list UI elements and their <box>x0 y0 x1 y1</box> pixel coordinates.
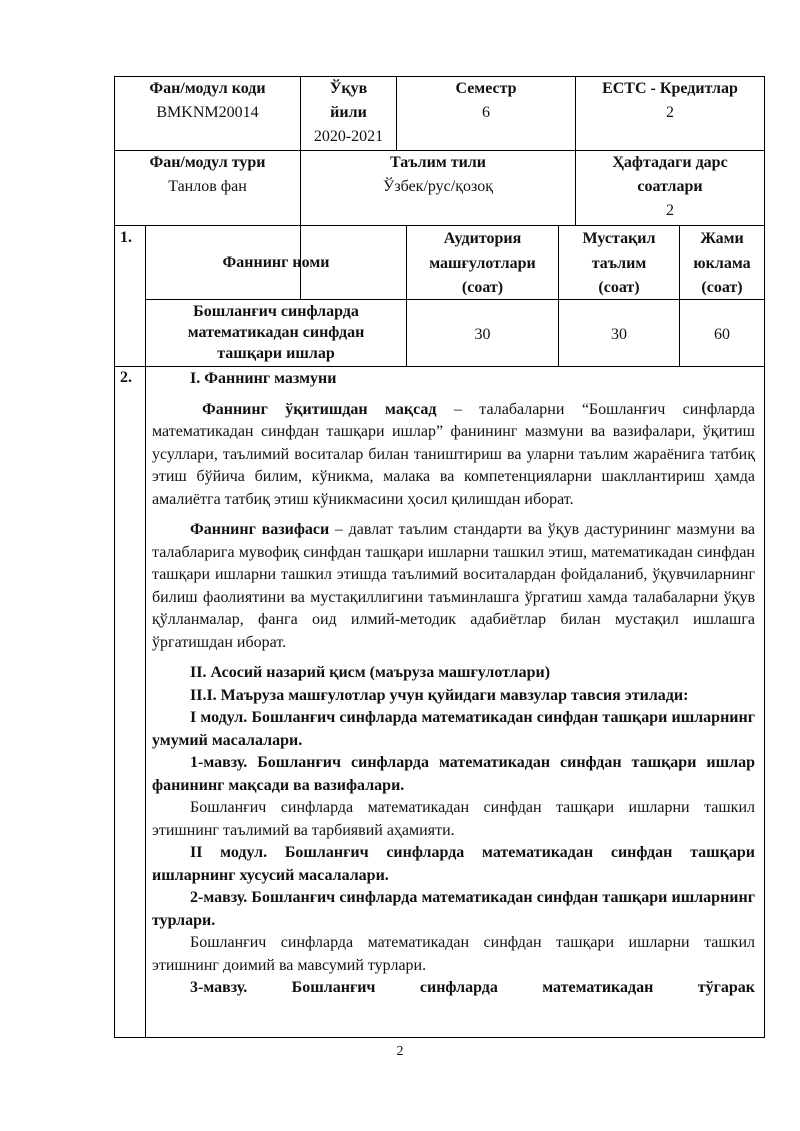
year-cell <box>301 77 396 149</box>
table-border-left <box>114 76 115 1038</box>
independent-label-1: Мустақил <box>582 230 656 247</box>
year-label-1: Ўқув <box>329 80 368 97</box>
section-2-title: II. Асосий назарий қисм (маъруза машғулотлари) <box>190 664 551 681</box>
auditory-label-1: Аудитория <box>443 230 522 247</box>
independent-label-3: (соат) <box>598 279 640 296</box>
task-lead: Фаннинг вазифаси <box>190 521 330 538</box>
task-text: – давлат таълим стандарти ва ўқув дастурининг мазмуни ва талабларига мувофиқ синфдан ташқари ишларни ташкил этиш, математикадан синфдан ташқари ишларни ташкил этишда таълимий воситалардан фойдаланиб, ўқувчиларнинг билиш фаолиятини ва мустақиллигини таъминлашга ўргатиш хамда талабаларни ўқув қўлланмалар, фанга оид илмий-методик адабиётлар билан мустақил ишлашга ўргатишдан иборат. <box>152 521 756 651</box>
table-border-right <box>764 76 765 1038</box>
module-code-value: BMKNM20014 <box>156 104 259 121</box>
goal-lead: Фаннинг ўқитишдан мақсад <box>202 400 437 418</box>
auditory-hours-value: 30 <box>474 326 491 343</box>
module-1-title: I модул. Бошланғич синфларда математикадан синфдан ташқари ишларнинг умумий масалалари. <box>152 709 755 749</box>
goal-paragraph <box>152 399 755 512</box>
module-code-label: Фан/модул коди <box>149 80 266 97</box>
row-number-1: 1. <box>120 229 132 246</box>
curriculum-table <box>114 76 765 1038</box>
total-label-2: юклама <box>693 254 751 272</box>
year-label-2: йили <box>330 104 367 121</box>
semester-value: 6 <box>482 104 490 121</box>
task-paragraph <box>152 519 755 654</box>
module-type-value: Танлов фан <box>168 178 247 195</box>
subject-name-value <box>146 301 406 364</box>
module-code-cell <box>115 77 300 125</box>
table-border-bottom <box>114 1037 765 1038</box>
independent-hours-value: 30 <box>611 326 627 343</box>
auditory-label-2: машғулотлари <box>429 254 536 272</box>
semester-cell <box>397 77 575 125</box>
topic-3-title: 3-мавзу. Бошланғич синфларда математикадан тўгарак <box>190 979 755 996</box>
ects-cell <box>576 77 764 125</box>
weekly-hours-cell <box>576 151 764 223</box>
module-type-cell <box>115 151 300 199</box>
topic-1-title: 1-мавзу. Бошланғич синфларда математикадан синфдан ташқари ишлар фанининг мақсади ва вазифалари. <box>152 754 755 794</box>
language-label: Таълим тили <box>390 154 486 171</box>
ects-label: ECTC - Кредитлар <box>602 80 738 97</box>
total-hours-value: 60 <box>714 326 730 343</box>
language-value: Ўзбек/рус/қозоқ <box>382 178 493 195</box>
table-rule <box>114 225 765 226</box>
auditory-label-3: (соат) <box>461 279 504 296</box>
subject-name-line-1: Бошланғич синфларда <box>193 303 359 320</box>
total-label-1: Жами <box>700 230 744 247</box>
table-rule <box>114 366 765 367</box>
row-number-2: 2. <box>120 369 132 386</box>
subject-name-header: Фаннинг номи <box>222 254 330 271</box>
total-load-header <box>680 227 764 301</box>
weekly-hours-value: 2 <box>666 202 674 219</box>
goal-text: – талабаларни “Бошланғич синфларда математикадан синфдан ташқари ишлар” фанининг мазмуни ва вазифалари, ўқитиш усуллари, таълимий воситалар билан таништириш ва уларни таълим жараёнига татбиқ этиш бўйича билим, кўникма, малака ва компетенцияларни шакллантириш ҳамда амалиётга татбиқ этиш кўникмасини ҳосил қилишдан иборат. <box>152 400 755 508</box>
topic-2-text: Бошланғич синфларда математикадан синфдан ташқари ишларни ташкил этишнинг доимий ва мавсумий турлари. <box>152 934 755 974</box>
independent-study-header <box>559 227 679 301</box>
weekly-hours-label-2: соатлари <box>637 178 703 195</box>
subject-name-line-2: математикадан синфдан <box>187 324 365 341</box>
semester-label: Семестр <box>455 80 517 97</box>
year-value: 2020-2021 <box>313 128 384 145</box>
total-label-3: (соат) <box>701 279 743 296</box>
module-2-title: II модул. Бошланғич синфларда математикадан синфдан ташқари ишларнинг хусусий масалалари. <box>152 844 755 884</box>
subject-name-line-3: ташқари ишлар <box>217 345 335 362</box>
topic-2-title: 2-мавзу. Бошланғич синфларда математикадан синфдан ташқари ишларнинг турлари. <box>152 889 755 929</box>
independent-label-2: таълим <box>591 254 647 272</box>
ects-value: 2 <box>666 104 674 121</box>
topic-1-text: Бошланғич синфларда математикадан синфдан ташқари ишларни ташкил этишнинг таълимий ва тарбиявий аҳамияти. <box>152 799 755 839</box>
auditory-hours-header <box>407 227 558 301</box>
module-type-label: Фан/модул тури <box>149 154 266 171</box>
section-2-subtitle: II.I. Маъруза машғулотлар учун қуйидаги мавзулар тавсия этилади: <box>190 686 689 704</box>
page-number: 2 <box>396 1044 404 1059</box>
weekly-hours-label-1: Ҳафтадаги дарс <box>612 154 728 171</box>
course-content <box>152 368 755 1000</box>
section-1-title: I. Фаннинг мазмуни <box>190 370 337 387</box>
language-cell <box>301 151 575 199</box>
